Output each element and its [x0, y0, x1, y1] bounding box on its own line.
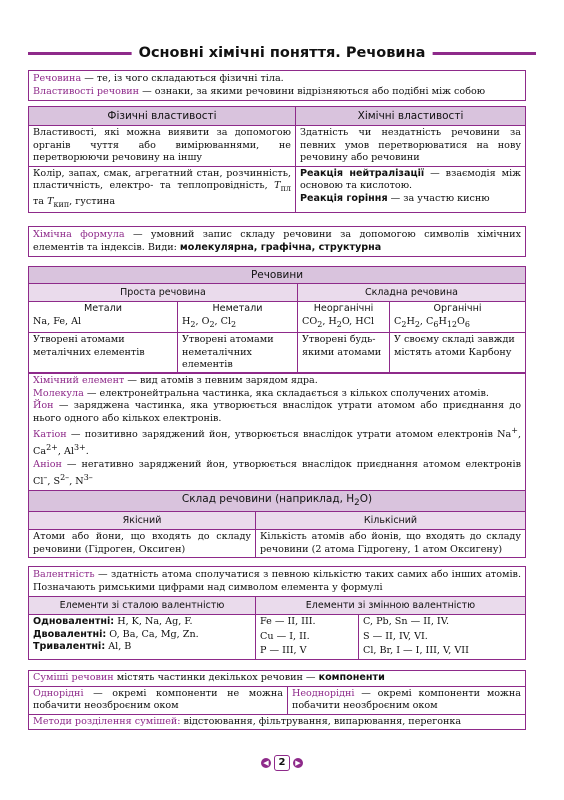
quantitative-header: Кількісний [255, 512, 525, 529]
term-valence: Валентність [33, 569, 95, 580]
subscript: 12 [446, 319, 458, 329]
constant-valence-header: Елементи зі сталою валентністю [59, 600, 225, 612]
heterogeneous-mixture [287, 687, 525, 714]
ion-text: — заряджена частинка, яка утворюється внаслідок утрати атомом або приєднання до нього одного або кількох електронів. [33, 400, 521, 424]
element-definition [33, 375, 521, 388]
chemical-properties-definition: Здатність чи нездатність речовини за певних умов перетворюватися на нову речовину або речовини [295, 126, 525, 166]
boiling-temp-symbol: T [47, 195, 54, 207]
h-formula: , H [322, 315, 337, 327]
qualitative-text: Атоми або йони, що входять до складу речовини (Гідроген, Оксиген) [33, 531, 251, 555]
chemical-formula-definition [29, 227, 525, 256]
combustion-reaction [300, 193, 521, 206]
subscript: 6 [433, 319, 439, 329]
inorganic-examples [302, 316, 385, 332]
valence-table [28, 566, 526, 660]
variable-valence-cell: Fe — II, III. [260, 616, 316, 628]
substances-type-row [29, 283, 525, 301]
valence-group-label: Тривалентні: [33, 641, 106, 653]
metals-label: Метали [83, 303, 122, 314]
triangle-right-icon[interactable]: ▶ [293, 758, 303, 768]
valence-group-label: Одновалентні: [33, 616, 115, 628]
mixtures-table [28, 670, 526, 730]
substances-header: Речовини [29, 267, 525, 283]
valence-content-row [29, 614, 525, 659]
physical-properties-header: Фізичні властивості [107, 110, 217, 122]
subscript: 2 [336, 319, 342, 329]
substances-description-row [29, 332, 525, 373]
composition-table [28, 490, 526, 558]
cation-end: . [85, 446, 89, 458]
composition-subheader-row [29, 511, 525, 529]
combustion-text: — за участю кисню [387, 192, 490, 204]
page-title-bar [28, 41, 536, 65]
term-anion: Аніон [33, 458, 62, 470]
physical-list-end: , густина [69, 195, 116, 207]
valence-header-row [29, 596, 525, 614]
metals-cell [29, 302, 177, 332]
mixtures-text: містять частинки декількох речовин — [113, 672, 319, 683]
mixtures-definition [29, 671, 525, 686]
charge: 2– [60, 472, 70, 482]
subscript: 2 [209, 319, 215, 329]
charge: – [43, 472, 48, 482]
constant-valence-list [29, 615, 255, 659]
quantitative-text: Кількість атомів або йонів, що входять до складу речовини (2 атома Гідрогену, 1 атом Оксигену) [255, 530, 525, 557]
organic-label: Органічні [433, 303, 482, 314]
composition-header [29, 491, 525, 511]
term-ion: Йон [33, 400, 54, 412]
molecule-definition [33, 388, 521, 401]
term-substance: Речовина [33, 73, 82, 84]
inorganic-description: Утворені будь-якими атомами [297, 333, 389, 373]
variable-valence-col-2 [358, 615, 525, 659]
h-symbol: H [182, 315, 191, 327]
properties-definition [33, 86, 521, 99]
variable-valence-header: Елементи зі змінною валентністю [255, 597, 525, 614]
substances-class-row [29, 301, 525, 332]
anion-n: , N [69, 475, 84, 487]
c-symbol: , C [419, 315, 434, 327]
chemical-properties-examples [295, 167, 525, 213]
melting-temp-symbol: T [274, 180, 281, 192]
cl-symbol: , Cl [214, 315, 232, 327]
heterogeneous-text: — окремі компоненти можна побачити неозброєним оком [292, 687, 521, 712]
properties-definition-row [29, 125, 525, 166]
valence-text: — здатність атома сполучатися з певною кількістю таких самих або інших атомів. Позначають римськими цифрами над символом елемента у формулі [33, 569, 521, 593]
composition-header-text: Склад речовини (наприклад, H [181, 493, 355, 505]
particles-definitions [29, 373, 525, 490]
valence-group-elements: H, K, Na, Ag, F. [114, 616, 193, 628]
cation-definition [33, 425, 521, 459]
h-symbol: H [406, 315, 415, 327]
inorganic-cell [297, 302, 389, 332]
o-hcl-formula: O, HCl [341, 315, 375, 327]
complex-substance-header: Складна речовина [297, 284, 525, 301]
homogeneous-text: — окремі компоненти не можна побачити неозброєним оком [33, 687, 283, 712]
term-molecule: Молекула [33, 387, 84, 399]
physical-list-text: Колір, запах, смак, агрегатний стан, розчинність, пластичність, електро- та теплопровідність, [33, 167, 291, 192]
nonmetals-examples [182, 316, 293, 332]
variable-valence-cell: C, Pb, Sn — II, IV. [363, 616, 450, 628]
substance-definitions [29, 71, 525, 100]
constant-valence-row [33, 641, 251, 654]
separation-methods-text: відстоювання, фільтрування, випарювання, перегонка [180, 715, 462, 727]
variable-valence-cell: S — II, IV, VI. [363, 630, 428, 642]
simple-substance-header: Проста речовина [120, 287, 206, 298]
subscript: 2 [354, 498, 360, 509]
and-word: та [33, 195, 48, 207]
formula-kinds: молекулярна, графічна, структурна [179, 241, 382, 253]
composition-content-row [29, 529, 525, 557]
nonmetals-label: Неметали [212, 303, 263, 314]
co-formula: CO [302, 315, 318, 327]
term-separation-methods: Методи розділення сумішей: [33, 715, 181, 727]
term-homogeneous: Однорідні [33, 687, 84, 699]
variable-valence-cell: P — III, V [260, 645, 307, 657]
subscript: 2 [231, 319, 237, 329]
substances-table [28, 266, 526, 374]
substance-definition-text: — те, із чого складаються фізичні тіла. [81, 73, 284, 84]
variable-valence-cell: Cl, Br, I — I, III, V, VII [363, 645, 469, 657]
separation-methods [29, 714, 525, 730]
inorganic-label: Неорганічні [313, 303, 374, 314]
valence-group-label: Двовалентні: [33, 628, 107, 640]
substance-definitions-box [28, 70, 526, 101]
neutralization-term: Реакція нейтралізації [300, 167, 425, 179]
organic-description: У своєму складі завжди містять атоми Карбону [389, 333, 525, 373]
variable-valence-col-1 [255, 615, 358, 659]
page-number: 2 [274, 755, 290, 771]
metals-examples: Na, Fe, Al [33, 315, 82, 327]
boiling-subscript: кип [53, 199, 70, 209]
cation-al: , Al [57, 446, 74, 458]
subscript: 2 [401, 319, 407, 329]
cation-text: — позитивно заряджений йон, утворюється внаслідок утрати атомом електронів Na [66, 429, 512, 441]
homogeneous-mixture [29, 687, 287, 714]
nonmetals-cell [177, 302, 297, 332]
anion-s: , S [47, 475, 61, 487]
nonmetals-description: Утворені атомами неметалічних елементів [177, 333, 297, 373]
subscript: 6 [464, 319, 470, 329]
term-cation: Катіон [33, 429, 67, 441]
term-heterogeneous: Неоднорідні [292, 687, 355, 699]
page-title: Основні хімічні поняття. Речовина [132, 41, 433, 65]
physical-properties-examples [29, 167, 295, 213]
properties-examples-row [29, 166, 525, 213]
formula-text: — умовний запис складу речовини за допомогою символів хімічних елементів та індексів. Види: [33, 229, 521, 253]
properties-table [28, 106, 526, 213]
term-chemical-formula: Хімічна формула [33, 229, 125, 240]
page-footer [0, 752, 564, 771]
variable-valence-cell: Cu — I, II. [260, 630, 310, 642]
particles-definitions-box [28, 372, 526, 491]
anion-text: — негативно заряджений йон, утворюється внаслідок приєднання атомом електронів Cl [33, 458, 521, 487]
valence-definition [29, 567, 525, 596]
constant-valence-row [33, 629, 251, 642]
qualitative-header: Якісний [122, 515, 162, 527]
substance-definition [33, 73, 521, 86]
constant-valence-row [33, 616, 251, 629]
organic-examples [394, 316, 521, 332]
charge: 2+ [46, 443, 58, 453]
physical-properties-definition: Властивості, які можна виявити за допомогою органів чуття або вимірюваннями, не перетворюючи речовину на іншу [33, 127, 291, 164]
chemical-properties-header: Хімічні властивості [295, 107, 525, 125]
o-symbol: , O [195, 315, 210, 327]
charge: + [511, 426, 518, 436]
ion-definition [33, 400, 521, 425]
valence-group-elements: Al, B [105, 641, 132, 653]
metals-description: Утворені атомами металічних елементів [33, 334, 145, 358]
triangle-left-icon[interactable]: ◀ [261, 758, 271, 768]
composition-header-end: O) [359, 493, 373, 505]
anion-definition [33, 459, 521, 488]
properties-definition-text: — ознаки, за якими речовини відрізняються або подібні між собою [139, 85, 486, 97]
term-properties: Властивості речовин [33, 85, 140, 97]
chemical-formula-box [28, 226, 526, 257]
mixtures-components: компоненти [318, 672, 385, 683]
o-symbol: O [457, 315, 465, 327]
mixtures-types-row [29, 686, 525, 714]
charge: 3+ [73, 443, 86, 453]
term-mixtures: Суміші речовин [33, 672, 114, 683]
subscript: 2 [317, 319, 323, 329]
subscript: 2 [190, 319, 196, 329]
element-text: — вид атомів з певним зарядом ядра. [124, 375, 318, 386]
h-symbol: H [438, 315, 447, 327]
charge: 3– [83, 472, 93, 482]
organic-cell [389, 302, 525, 332]
c-symbol: C [394, 315, 402, 327]
neutralization-text: — взаємодія між основою та кислотою. [300, 167, 522, 192]
subscript: 2 [414, 319, 420, 329]
valence-group-elements: O, Ba, Ca, Mg, Zn. [106, 628, 199, 640]
combustion-term: Реакція горіння [300, 192, 388, 204]
molecule-text: — електронейтральна частинка, яка складається з кількох сполучених атомів. [83, 387, 489, 399]
properties-header-row [29, 107, 525, 125]
melting-subscript: пл [280, 184, 291, 194]
term-element: Хімічний елемент [33, 375, 125, 386]
neutralization-reaction [300, 168, 521, 193]
cation-ca: , Ca [33, 429, 521, 458]
